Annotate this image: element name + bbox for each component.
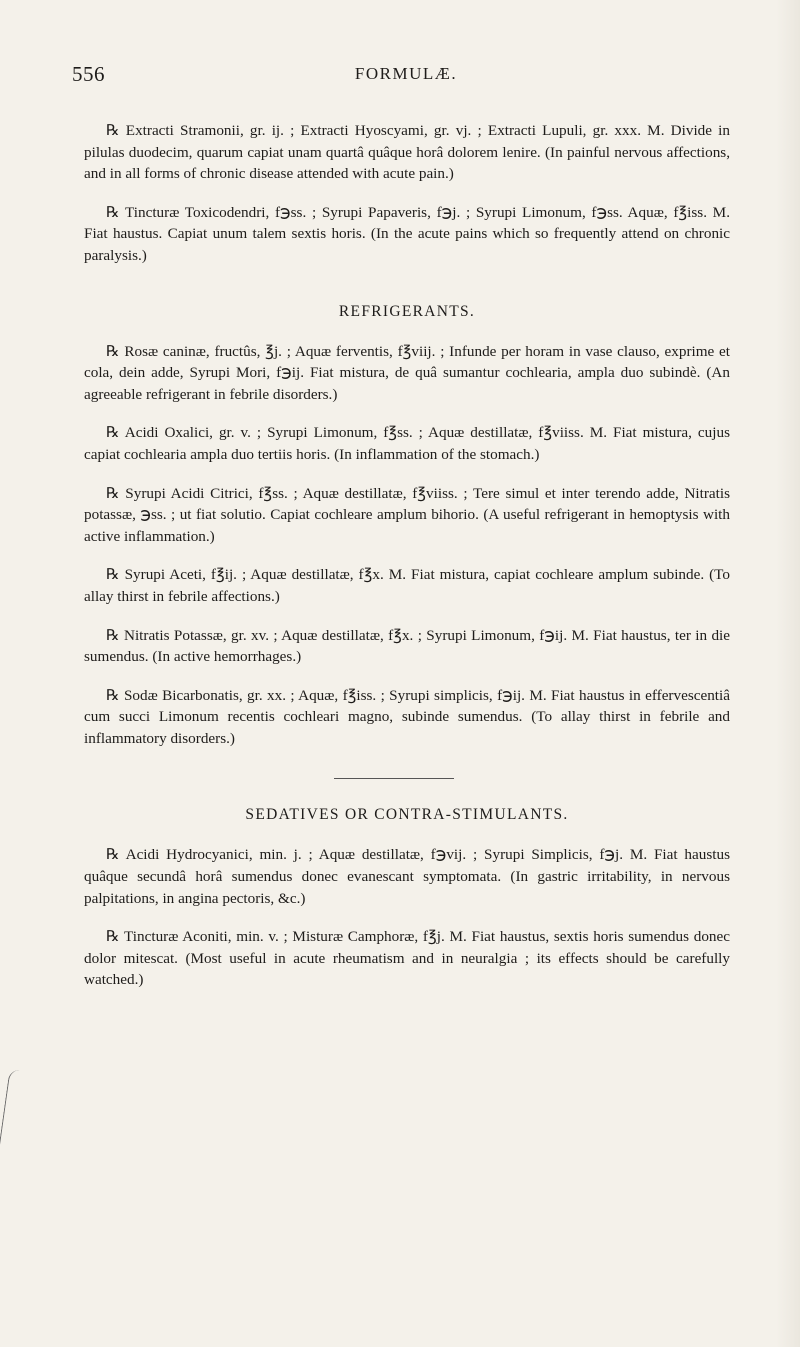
divider-rule	[334, 778, 454, 779]
recipe-paragraph: ℞ Rosæ caninæ, fructûs, ℥j. ; Aquæ ferventis, f℥viij. ; Infunde per horam in vase clauso, exprime et cola, dein adde, Syrupi Mori, f℈ij. Fiat mistura, de quâ sumantur cochlearia, ampla duo subindè. (An agreeable refrigerant in febrile disorders.)	[84, 342, 730, 403]
recipe-paragraph: ℞ Acidi Hydrocyanici, min. j. ; Aquæ destillatæ, f℈vij. ; Syrupi Simplicis, f℈j. M. Fiat haustus quâque secundâ horâ sumendus donec evanescant symptomata. (In gastric irritability, in nervous palpitations, in angina pectoris, &c.)	[84, 846, 730, 907]
recipe-paragraph: ℞ Syrupi Aceti, f℥ij. ; Aquæ destillatæ, f℥x. M. Fiat mistura, capiat cochleare amplum subinde. (To allay thirst in febrile affections.)	[84, 566, 730, 605]
recipe-paragraph: ℞ Acidi Oxalici, gr. v. ; Syrupi Limonum, f℥ss. ; Aquæ destillatæ, f℥viiss. M. Fiat mistura, cujus capiat cochlearia ampla duo tertiis horis. (In inflammation of the stomach.)	[84, 424, 730, 463]
page-edge-shading	[776, 0, 800, 1347]
recipe-paragraph: ℞ Syrupi Acidi Citrici, f℥ss. ; Aquæ destillatæ, f℥viiss. ; Tere simul et inter terendo adde, Nitratis potassæ, ℈ss. ; ut fiat solutio. Capiat cochleare amplum bihorio. (A useful refrigerant in hemoptysis with active inflammation.)	[84, 484, 730, 545]
page-body	[84, 120, 730, 1008]
section-heading-sedatives: SEDATIVES OR CONTRA-STIMULANTS.	[245, 806, 569, 824]
margin-pencil-bracket	[0, 1070, 22, 1205]
recipe-paragraph: ℞ Tincturæ Toxicodendri, f℈ss. ; Syrupi Papaveris, f℈j. ; Syrupi Limonum, f℈ss. Aquæ, f℥iss. M. Fiat haustus. Capiat unum talem sextis horis. (In the acute pains which so frequently attend on chronic paralysis.)	[84, 203, 730, 264]
section-heading-refrigerants: REFRIGERANTS.	[338, 302, 476, 320]
recipe-paragraph: ℞ Nitratis Potassæ, gr. xv. ; Aquæ destillatæ, f℥x. ; Syrupi Limonum, f℈ij. M. Fiat haustus, ter in die sumendus. (In active hemorrhages.)	[84, 626, 730, 666]
section-divider	[84, 766, 730, 788]
recipe-paragraph: ℞ Tincturæ Aconiti, min. v. ; Misturæ Camphoræ, f℥j. M. Fiat haustus, sextis horis sumendus donec dolor mitescat. (Most useful in acute rheumatism and in neuralgia ; its effects should be carefully watched.)	[84, 928, 730, 989]
page-number: 556	[72, 62, 105, 86]
page-header	[72, 62, 740, 88]
recipe-paragraph: ℞ Extracti Stramonii, gr. ij. ; Extracti Hyoscyami, gr. vj. ; Extracti Lupuli, gr. xxx. M. Divide in pilulas duodecim, quarum capiat unam quartâ quâque horâ dolorem lenire. (In painful nervous affections, and in all forms of chronic disease attended with acute pain.)	[84, 122, 730, 183]
recipe-paragraph: ℞ Sodæ Bicarbonatis, gr. xx. ; Aquæ, f℥iss. ; Syrupi simplicis, f℈ij. M. Fiat haustus in effervescentiâ cum succi Limonum recentis cochleari magno, subinde sumendus. (To allay thirst in febrile and inflammatory disorders.)	[84, 686, 730, 747]
running-title: FORMULÆ.	[354, 64, 458, 83]
